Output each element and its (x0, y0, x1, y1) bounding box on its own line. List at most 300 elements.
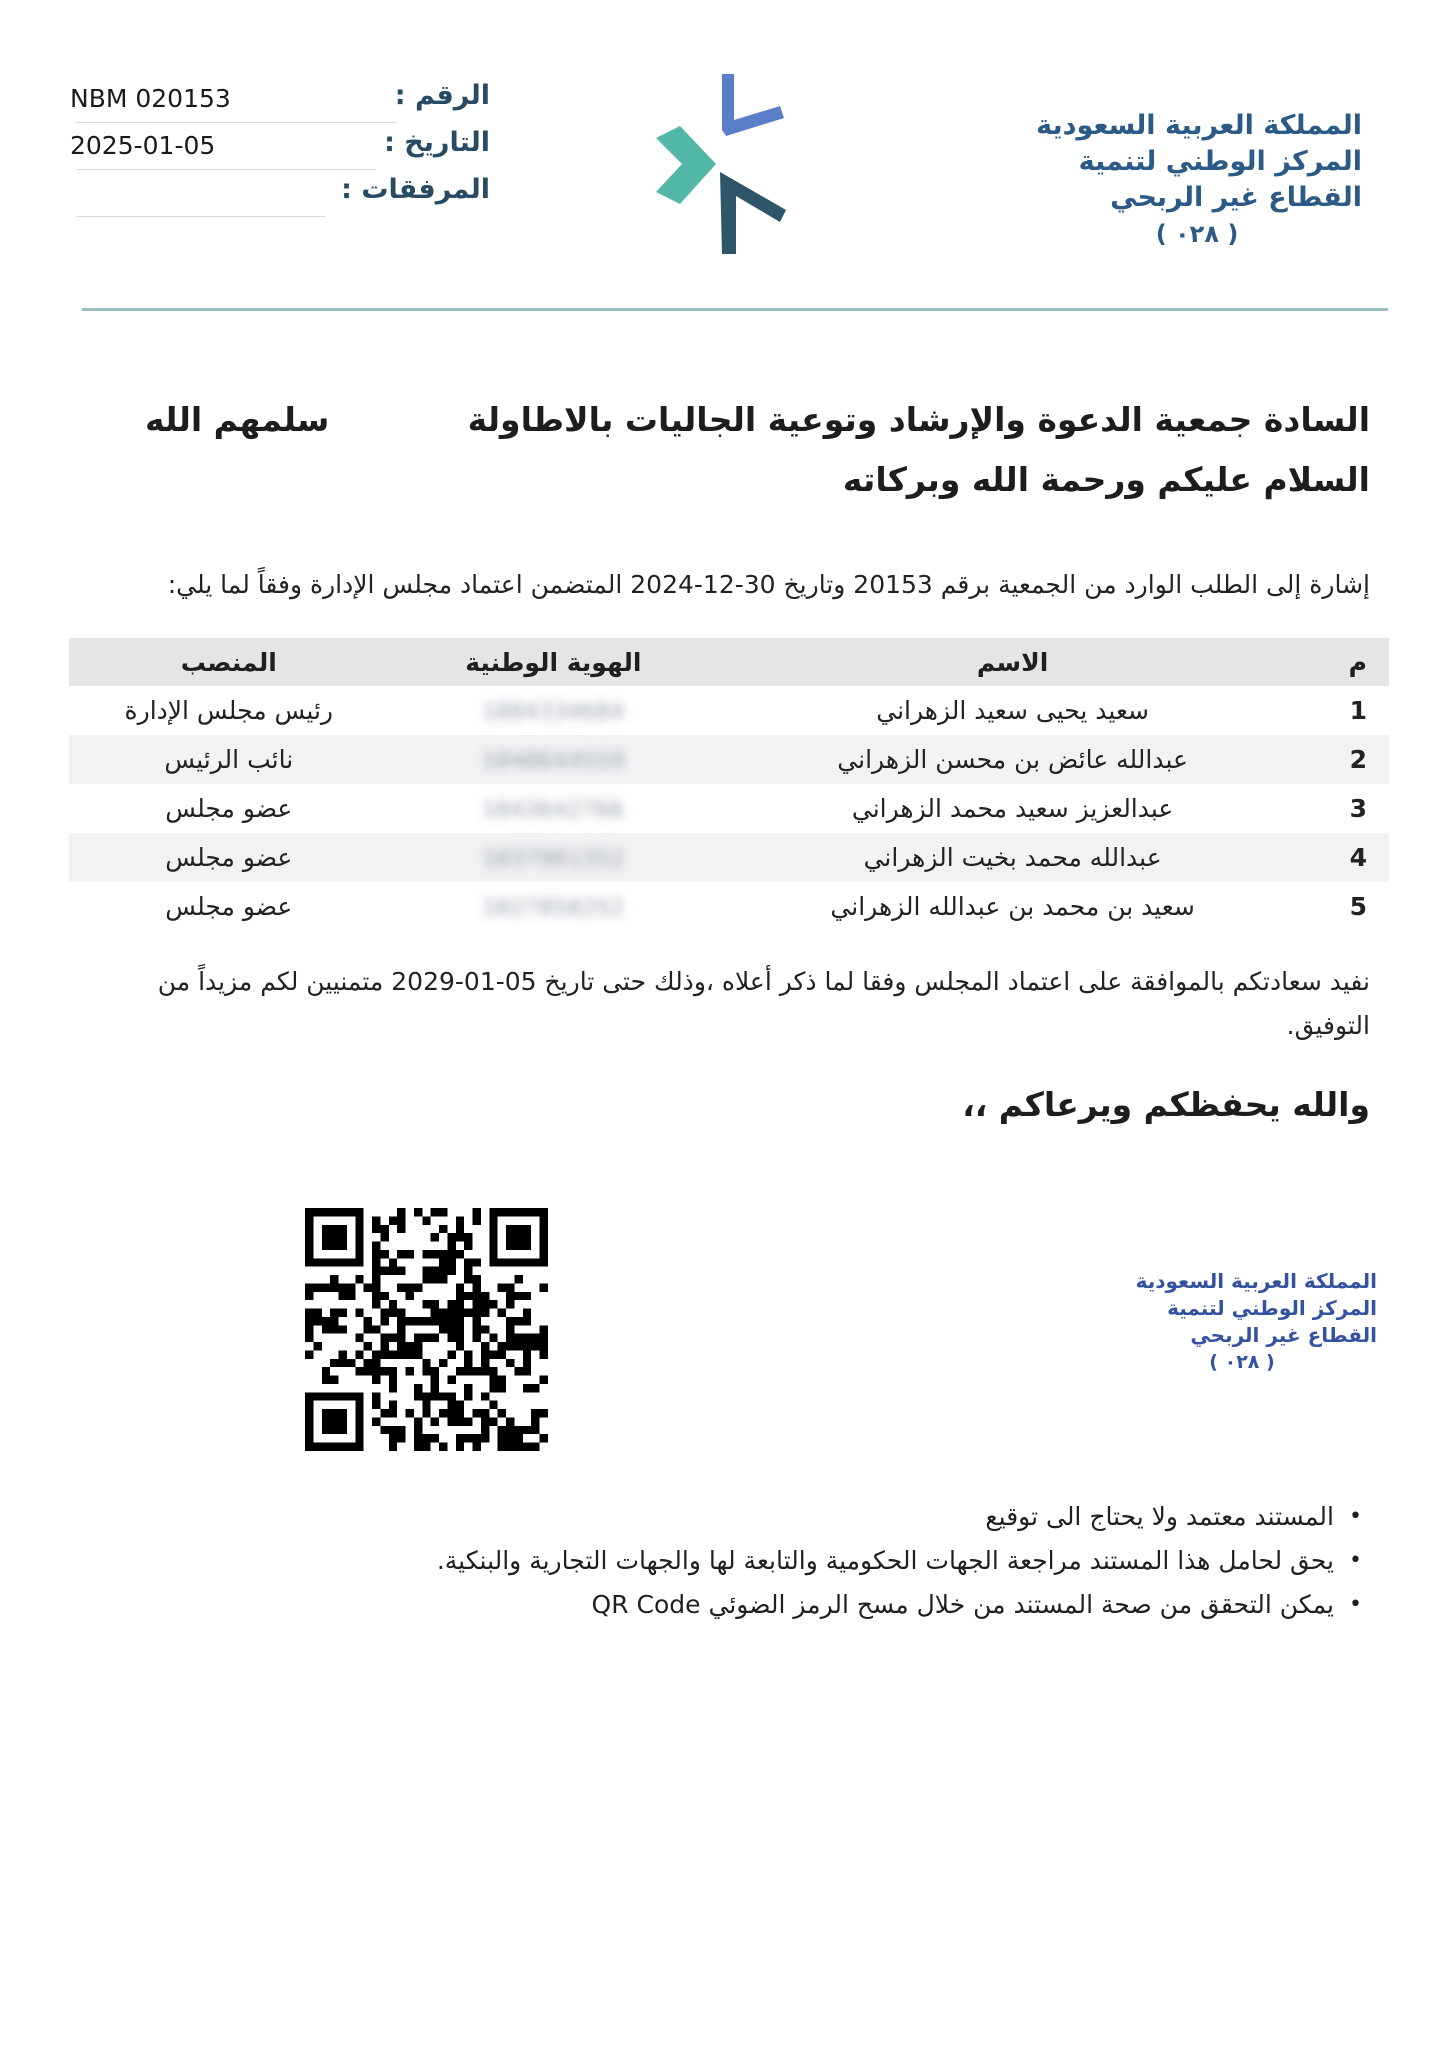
date-value: 2025-01-05 (70, 131, 216, 160)
list-item (262, 1495, 1362, 1539)
qr-module (372, 1401, 380, 1409)
qr-module (330, 1275, 338, 1283)
qr-module (431, 1267, 439, 1275)
qr-module (414, 1443, 422, 1451)
qr-module (514, 1233, 522, 1241)
org-stamp (1107, 1268, 1377, 1376)
qr-module (523, 1334, 531, 1342)
qr-module (355, 1216, 363, 1224)
qr-module (481, 1309, 489, 1317)
table-row (69, 833, 1389, 882)
qr-module (305, 1225, 313, 1233)
qr-module (330, 1208, 338, 1216)
stamp-line-center: المركز الوطني لتنمية (1167, 1296, 1377, 1320)
qr-module (523, 1292, 531, 1300)
qr-module (481, 1392, 489, 1400)
qr-module (322, 1409, 330, 1417)
qr-module (464, 1350, 472, 1358)
qr-module (422, 1216, 430, 1224)
qr-module (456, 1300, 464, 1308)
qr-module (456, 1417, 464, 1425)
qr-module (322, 1367, 330, 1375)
org-name-block (1032, 108, 1362, 252)
intro-paragraph: إشارة إلى الطلب الوارد من الجمعية برقم 20153 وتاريخ 30-12-2024 المتضمن اعتماد مجلس الإدارة وفقاً لما يلي: (167, 570, 1370, 599)
qr-module (422, 1275, 430, 1283)
row-position: عضو مجلس (69, 833, 389, 882)
qr-module (540, 1208, 548, 1216)
qr-module (431, 1317, 439, 1325)
table-header-row (69, 638, 1389, 686)
qr-module (464, 1292, 472, 1300)
number-row (70, 80, 490, 127)
qr-module (531, 1258, 539, 1266)
qr-module (339, 1258, 347, 1266)
qr-module (531, 1409, 539, 1417)
qr-module (447, 1309, 455, 1317)
qr-module (514, 1317, 522, 1325)
qr-module (305, 1443, 313, 1451)
qr-module (389, 1367, 397, 1375)
qr-module (540, 1334, 548, 1342)
qr-module (364, 1317, 372, 1325)
qr-module (473, 1292, 481, 1300)
qr-module (422, 1434, 430, 1442)
qr-module (431, 1434, 439, 1442)
qr-module (489, 1300, 497, 1308)
row-name: عبدالله عائض بن محسن الزهراني (718, 735, 1307, 784)
header-name: الاسم (718, 638, 1307, 686)
qr-module (389, 1258, 397, 1266)
qr-module (447, 1242, 455, 1250)
qr-module (330, 1258, 338, 1266)
qr-module (372, 1392, 380, 1400)
qr-module (523, 1443, 531, 1451)
qr-module (540, 1409, 548, 1417)
qr-module (372, 1216, 380, 1224)
qr-module (473, 1300, 481, 1308)
qr-module (305, 1334, 313, 1342)
qr-module (397, 1342, 405, 1350)
qr-module (431, 1392, 439, 1400)
qr-module (372, 1376, 380, 1384)
qr-module (397, 1309, 405, 1317)
qr-module (313, 1443, 321, 1451)
qr-module (481, 1292, 489, 1300)
qr-module (456, 1233, 464, 1241)
qr-module (523, 1384, 531, 1392)
qr-module (305, 1392, 313, 1400)
qr-module (489, 1334, 497, 1342)
qr-module (322, 1443, 330, 1451)
qr-module (380, 1250, 388, 1258)
qr-module (380, 1334, 388, 1342)
stamp-line-country: المملكة العربية السعودية (1135, 1269, 1377, 1293)
row-position: نائب الرئيس (69, 735, 389, 784)
qr-module (397, 1225, 405, 1233)
qr-module (514, 1443, 522, 1451)
qr-module (355, 1242, 363, 1250)
date-row (70, 127, 490, 174)
qr-module (456, 1317, 464, 1325)
qr-module (447, 1392, 455, 1400)
qr-module (339, 1208, 347, 1216)
table-row (69, 686, 1389, 735)
qr-module (498, 1443, 506, 1451)
qr-module (447, 1258, 455, 1266)
attachments-underline (76, 216, 326, 217)
list-item (262, 1539, 1362, 1583)
qr-module (473, 1367, 481, 1375)
qr-module (447, 1409, 455, 1417)
notes-list (262, 1495, 1362, 1627)
qr-module (330, 1426, 338, 1434)
qr-module (489, 1250, 497, 1258)
qr-module (506, 1325, 514, 1333)
table-row (69, 882, 1389, 931)
qr-module (355, 1275, 363, 1283)
header-divider (82, 308, 1388, 311)
qr-module (531, 1208, 539, 1216)
qr-module (498, 1258, 506, 1266)
qr-module (456, 1443, 464, 1451)
qr-module (447, 1317, 455, 1325)
qr-module (313, 1208, 321, 1216)
qr-module (540, 1376, 548, 1384)
qr-module (305, 1242, 313, 1250)
qr-module (431, 1275, 439, 1283)
qr-module (380, 1309, 388, 1317)
qr-module (506, 1334, 514, 1342)
qr-module (447, 1401, 455, 1409)
qr-module (523, 1367, 531, 1375)
qr-module (439, 1267, 447, 1275)
qr-module (473, 1275, 481, 1283)
qr-module (380, 1342, 388, 1350)
qr-module (372, 1267, 380, 1275)
qr-module (447, 1267, 455, 1275)
qr-module (506, 1434, 514, 1442)
qr-module (414, 1392, 422, 1400)
qr-module (531, 1334, 539, 1342)
qr-module (540, 1258, 548, 1266)
qr-module (523, 1426, 531, 1434)
qr-module (355, 1233, 363, 1241)
qr-module (339, 1309, 347, 1317)
qr-module (456, 1292, 464, 1300)
qr-module (523, 1350, 531, 1358)
qr-module (447, 1325, 455, 1333)
qr-module (389, 1426, 397, 1434)
qr-module (347, 1283, 355, 1291)
qr-module (414, 1434, 422, 1442)
qr-module (322, 1233, 330, 1241)
qr-module (531, 1384, 539, 1392)
qr-module (330, 1317, 338, 1325)
qr-module (464, 1384, 472, 1392)
qr-module (406, 1342, 414, 1350)
qr-module (506, 1258, 514, 1266)
qr-module (397, 1267, 405, 1275)
qr-module (389, 1401, 397, 1409)
qr-module (389, 1409, 397, 1417)
qr-module (380, 1292, 388, 1300)
qr-module (447, 1250, 455, 1258)
qr-module (439, 1258, 447, 1266)
attachments-row (70, 174, 490, 221)
qr-module (489, 1233, 497, 1241)
qr-module (305, 1292, 313, 1300)
qr-module (489, 1417, 497, 1425)
qr-module (313, 1342, 321, 1350)
qr-module (439, 1275, 447, 1283)
qr-module (439, 1409, 447, 1417)
qr-module (456, 1401, 464, 1409)
qr-module (473, 1334, 481, 1342)
qr-module (506, 1443, 514, 1451)
qr-module (523, 1309, 531, 1317)
note-text: يحق لحامل هذا المستند مراجعة الجهات الحكومية والتابعة لها والجهات التجارية والبنكية. (436, 1546, 1334, 1575)
qr-module (523, 1208, 531, 1216)
qr-module (330, 1225, 338, 1233)
qr-module (498, 1376, 506, 1384)
board-members-table (69, 638, 1389, 931)
qr-module (372, 1417, 380, 1425)
qr-module (447, 1376, 455, 1384)
qr-module (397, 1317, 405, 1325)
qr-module (456, 1216, 464, 1224)
qr-module (372, 1325, 380, 1333)
qr-module (330, 1242, 338, 1250)
qr-module (523, 1258, 531, 1266)
qr-module (514, 1208, 522, 1216)
honorific: سلمهم الله (145, 400, 330, 439)
number-label: الرقم : (394, 80, 490, 111)
qr-module (305, 1317, 313, 1325)
qr-module (481, 1434, 489, 1442)
qr-module (439, 1309, 447, 1317)
row-national-id (389, 784, 719, 833)
qr-module (498, 1208, 506, 1216)
qr-module (380, 1267, 388, 1275)
qr-module (422, 1267, 430, 1275)
qr-module (456, 1342, 464, 1350)
qr-module (347, 1292, 355, 1300)
qr-module (305, 1258, 313, 1266)
qr-module (305, 1409, 313, 1417)
qr-module (506, 1426, 514, 1434)
qr-module (372, 1275, 380, 1283)
row-name: عبدالعزيز سعيد محمد الزهراني (851, 794, 1174, 823)
qr-module (456, 1325, 464, 1333)
qr-module (506, 1417, 514, 1425)
qr-module (498, 1409, 506, 1417)
qr-module (406, 1292, 414, 1300)
qr-module (439, 1225, 447, 1233)
qr-module (489, 1225, 497, 1233)
row-position: عضو مجلس (165, 892, 293, 921)
qr-module (514, 1242, 522, 1250)
qr-module (364, 1359, 372, 1367)
qr-module (498, 1434, 506, 1442)
qr-module (540, 1283, 548, 1291)
qr-module (355, 1334, 363, 1342)
header-position: المنصب (69, 638, 389, 686)
qr-module (397, 1350, 405, 1358)
qr-module (414, 1417, 422, 1425)
qr-module (355, 1367, 363, 1375)
qr-module (489, 1376, 497, 1384)
qr-module (422, 1367, 430, 1375)
qr-module (305, 1434, 313, 1442)
qr-module (322, 1258, 330, 1266)
header-index: م (1307, 638, 1389, 686)
qr-module (464, 1258, 472, 1266)
qr-module (514, 1258, 522, 1266)
qr-module (305, 1350, 313, 1358)
qr-module (372, 1283, 380, 1291)
qr-module (372, 1292, 380, 1300)
note-text: يمكن التحقق من صحة المستند من خلال مسح الرمز الضوئي QR Code (591, 1590, 1334, 1619)
qr-module (506, 1242, 514, 1250)
bullet-icon: • (1349, 1548, 1362, 1573)
qr-module (506, 1225, 514, 1233)
qr-module (431, 1250, 439, 1258)
qr-module (355, 1350, 363, 1358)
qr-code[interactable] (305, 1208, 548, 1451)
qr-module (431, 1376, 439, 1384)
qr-module (464, 1275, 472, 1283)
table-row (69, 784, 1389, 833)
qr-module (456, 1225, 464, 1233)
qr-module (372, 1359, 380, 1367)
qr-module (397, 1283, 405, 1291)
qr-module (389, 1443, 397, 1451)
ncnp-logo-icon (650, 68, 800, 258)
qr-module (355, 1417, 363, 1425)
org-line-sector: القطاع غير الربحي (1110, 182, 1362, 213)
number-value: NBM 020153 (70, 84, 231, 113)
qr-module (330, 1443, 338, 1451)
qr-module (414, 1317, 422, 1325)
qr-module (330, 1392, 338, 1400)
qr-module (523, 1342, 531, 1350)
date-label: التاريخ : (384, 127, 490, 158)
qr-module (389, 1267, 397, 1275)
qr-module (506, 1359, 514, 1367)
row-name: سعيد بن محمد بن عبدالله الزهراني (830, 892, 1195, 921)
qr-module (330, 1376, 338, 1384)
qr-module (540, 1325, 548, 1333)
qr-module (540, 1225, 548, 1233)
row-national-id (389, 882, 719, 931)
qr-module (489, 1367, 497, 1375)
qr-module (464, 1233, 472, 1241)
row-national-id (389, 686, 719, 735)
qr-module (456, 1283, 464, 1291)
qr-module (447, 1417, 455, 1425)
org-code: ( ٠٢٨ ) (1155, 220, 1239, 248)
qr-module (447, 1350, 455, 1358)
qr-module (431, 1208, 439, 1216)
qr-module (523, 1242, 531, 1250)
qr-module (431, 1309, 439, 1317)
qr-module (456, 1334, 464, 1342)
org-line-center: المركز الوطني لتنمية (1078, 146, 1362, 177)
qr-module (540, 1350, 548, 1358)
qr-module (380, 1426, 388, 1434)
qr-module (439, 1443, 447, 1451)
qr-module (422, 1401, 430, 1409)
qr-module (498, 1384, 506, 1392)
qr-module (330, 1417, 338, 1425)
qr-module (406, 1250, 414, 1258)
qr-module (305, 1208, 313, 1216)
qr-module (514, 1426, 522, 1434)
qr-module (464, 1434, 472, 1442)
qr-module (464, 1367, 472, 1375)
row-position: رئيس مجلس الإدارة (124, 696, 334, 725)
attachments-label: المرفقات : (341, 174, 490, 205)
qr-module (389, 1384, 397, 1392)
qr-module (540, 1434, 548, 1442)
qr-module (355, 1258, 363, 1266)
row-index: 1 (1349, 696, 1367, 725)
qr-module (389, 1350, 397, 1358)
qr-module (372, 1258, 380, 1266)
qr-module (380, 1367, 388, 1375)
qr-module (313, 1283, 321, 1291)
qr-module (380, 1350, 388, 1358)
qr-module (406, 1283, 414, 1291)
qr-module (313, 1309, 321, 1317)
qr-module (364, 1325, 372, 1333)
qr-module (414, 1350, 422, 1358)
qr-module (339, 1283, 347, 1291)
qr-module (473, 1283, 481, 1291)
qr-module (347, 1258, 355, 1266)
qr-module (305, 1426, 313, 1434)
qr-module (464, 1392, 472, 1400)
qr-module (431, 1300, 439, 1308)
qr-module (372, 1350, 380, 1358)
qr-module (473, 1434, 481, 1442)
qr-module (506, 1283, 514, 1291)
qr-module (489, 1242, 497, 1250)
qr-module (414, 1426, 422, 1434)
qr-module (481, 1417, 489, 1425)
qr-module (322, 1392, 330, 1400)
qr-module (305, 1283, 313, 1291)
qr-module (355, 1392, 363, 1400)
qr-module (456, 1367, 464, 1375)
qr-module (523, 1359, 531, 1367)
redacted-id: 1004334684 (482, 700, 625, 725)
qr-module (305, 1250, 313, 1258)
qr-module (514, 1275, 522, 1283)
qr-module (406, 1367, 414, 1375)
qr-module (431, 1417, 439, 1425)
qr-module (481, 1342, 489, 1350)
qr-module (330, 1233, 338, 1241)
number-underline (76, 122, 396, 123)
qr-module (481, 1359, 489, 1367)
qr-module (489, 1258, 497, 1266)
qr-module (339, 1325, 347, 1333)
qr-module (506, 1233, 514, 1241)
qr-module (456, 1409, 464, 1417)
qr-module (489, 1208, 497, 1216)
qr-module (506, 1342, 514, 1350)
